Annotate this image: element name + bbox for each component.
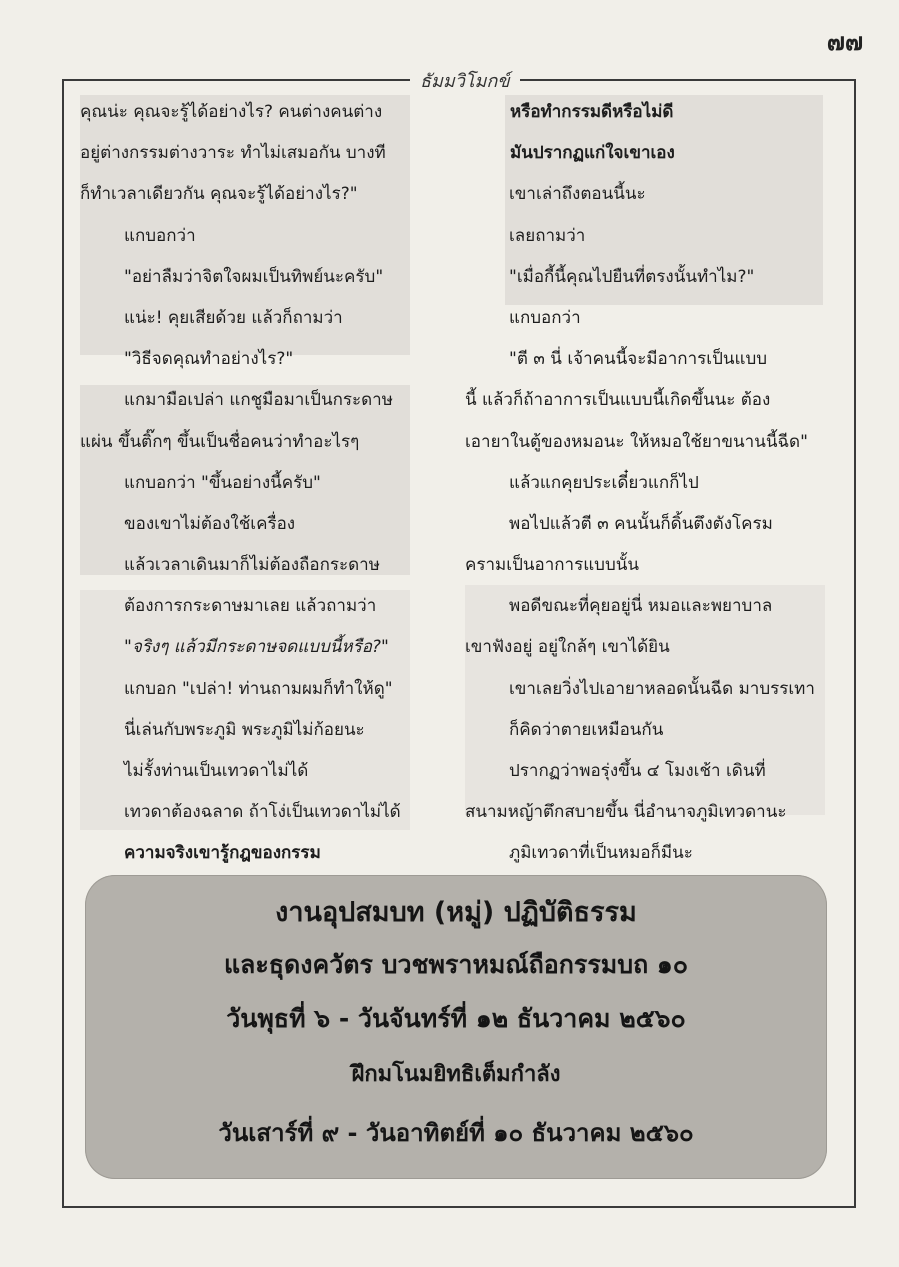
text-line: แกบอกว่า — [509, 307, 581, 328]
text-line: ก็คิดว่าตายเหมือนกัน — [509, 719, 664, 740]
right-text-column — [465, 92, 835, 957]
announcement-date-training: วันเสาร์ที่ ๙ - วันอาทิตย์ที่ ๑๐ ธันวาคม ๒๕๖๐ — [218, 1119, 694, 1147]
text-line: "วิธีจดคุณทำอย่างไร?" — [124, 349, 294, 370]
text-line: อยู่ต่างกรรมต่างวาระ ทำไม่เสมอกัน บางที — [80, 143, 386, 164]
announcement-subtitle: และธุดงควัตร บวชพราหมณ์ถือกรรมบถ ๑๐ — [223, 950, 689, 979]
text-line: ของเขาไม่ต้องใช้เครื่อง — [124, 513, 296, 534]
text-line: เขาฟังอยู่ อยู่ใกล้ๆ เขาได้ยิน — [465, 637, 670, 658]
text-line: มันปรากฏแก่ใจเขาเอง — [510, 143, 675, 164]
text-line: คุณน่ะ คุณจะรู้ได้อย่างไร? คนต่างคนต่าง — [80, 102, 383, 122]
text-line: ความจริงเขารู้กฎของกรรม — [124, 843, 321, 864]
text-line: "เมื่อกี้นี้คุณไปยืนที่ตรงนั้นทำไม?" — [509, 266, 755, 287]
text-line: ภูมิเทวดาที่เป็นหมอก็มีนะ — [509, 843, 693, 864]
announcement-date-ordination: วันพุธที่ ๖ - วันจันทร์ที่ ๑๒ ธันวาคม ๒๕๖๐ — [226, 1004, 686, 1033]
magazine-title: ธัมมวิโมกข์ — [410, 66, 520, 95]
text-line: แผ่น ขึ้นติ๊กๆ ขึ้นเป็นชื่อคนว่าทำอะไรๆ — [80, 431, 360, 452]
text-line: เอายาในตู้ของหมอนะ ให้หมอใช้ยาขนานนี้ฉีด" — [465, 431, 808, 452]
text-line: แล้วเวลาเดินมาก็ไม่ต้องถือกระดาษ — [124, 555, 380, 576]
announcement-title: งานอุปสมบท (หมู่) ปฏิบัติธรรม — [275, 897, 637, 928]
text-line: เทวดาต้องฉลาด ถ้าโง่เป็นเทวดาไม่ได้ — [124, 802, 401, 823]
page-number: ๗๗ — [826, 27, 863, 56]
announcement-training: ฝึกมโนมยิทธิเต็มกำลัง — [351, 1062, 561, 1087]
text-line: "จริงๆ แล้วมีกระดาษจดแบบนี้หรือ?" — [124, 637, 389, 658]
text-line: นี้ แล้วก็ถ้าอาการเป็นแบบนี้เกิดขึ้นนะ ต้อง — [465, 390, 771, 411]
text-line: แกบอกว่า — [124, 225, 196, 246]
announcement-banner — [85, 875, 827, 1179]
left-text-column — [80, 92, 420, 957]
text-line: เลยถามว่า — [509, 225, 586, 246]
text-line: ก็ทำเวลาเดียวกัน คุณจะรู้ได้อย่างไร?" — [80, 184, 358, 205]
text-line: สนามหญ้าตึกสบายขึ้น นี่อำนาจภูมิเทวดานะ — [465, 802, 787, 823]
text-line: เขาเล่าถึงตอนนี้นะ — [509, 184, 646, 205]
text-line: เขาเลยวิ่งไปเอายาหลอดนั้นฉีด มาบรรเทา — [509, 678, 815, 699]
text-line: ครามเป็นอาการแบบนั้น — [465, 555, 639, 576]
text-line: ไม่รั้งท่านเป็นเทวดาไม่ได้ — [124, 761, 309, 781]
text-line: นี่เล่นกับพระภูมิ พระภูมิไม่ก้อยนะ — [124, 719, 365, 740]
text-line: แน่ะ! คุยเสียด้วย แล้วก็ถามว่า — [124, 307, 343, 328]
text-line: ต้องการกระดาษมาเลย แล้วถามว่า — [124, 596, 377, 617]
text-line: แกบอก "เปล่า! ท่านถามผมก็ทำให้ดู" — [124, 678, 393, 699]
text-line: "ตี ๓ นี่ เจ้าคนนี้จะมีอาการเป็นแบบ — [509, 349, 768, 370]
text-line: "อย่าลืมว่าจิตใจผมเป็นทิพย์นะครับ" — [124, 266, 384, 287]
text-line: แกมามือเปล่า แกชูมือมาเป็นกระดาษ — [124, 390, 393, 411]
text-line: แกบอกว่า "ขึ้นอย่างนี้ครับ" — [124, 472, 321, 493]
text-line: ปรากฏว่าพอรุ่งขึ้น ๔ โมงเช้า เดินที่ — [509, 761, 766, 781]
text-line: หรือทำกรรมดีหรือไม่ดี — [510, 102, 674, 122]
text-line: พอดีขณะที่คุยอยู่นี่ หมอและพยาบาล — [509, 596, 773, 617]
text-line: พอไปแล้วตี ๓ คนนั้นก็ดิ้นตึงตังโครม — [509, 513, 773, 534]
text-line: แล้วแกคุยประเดี๋ยวแกก็ไป — [509, 472, 699, 493]
